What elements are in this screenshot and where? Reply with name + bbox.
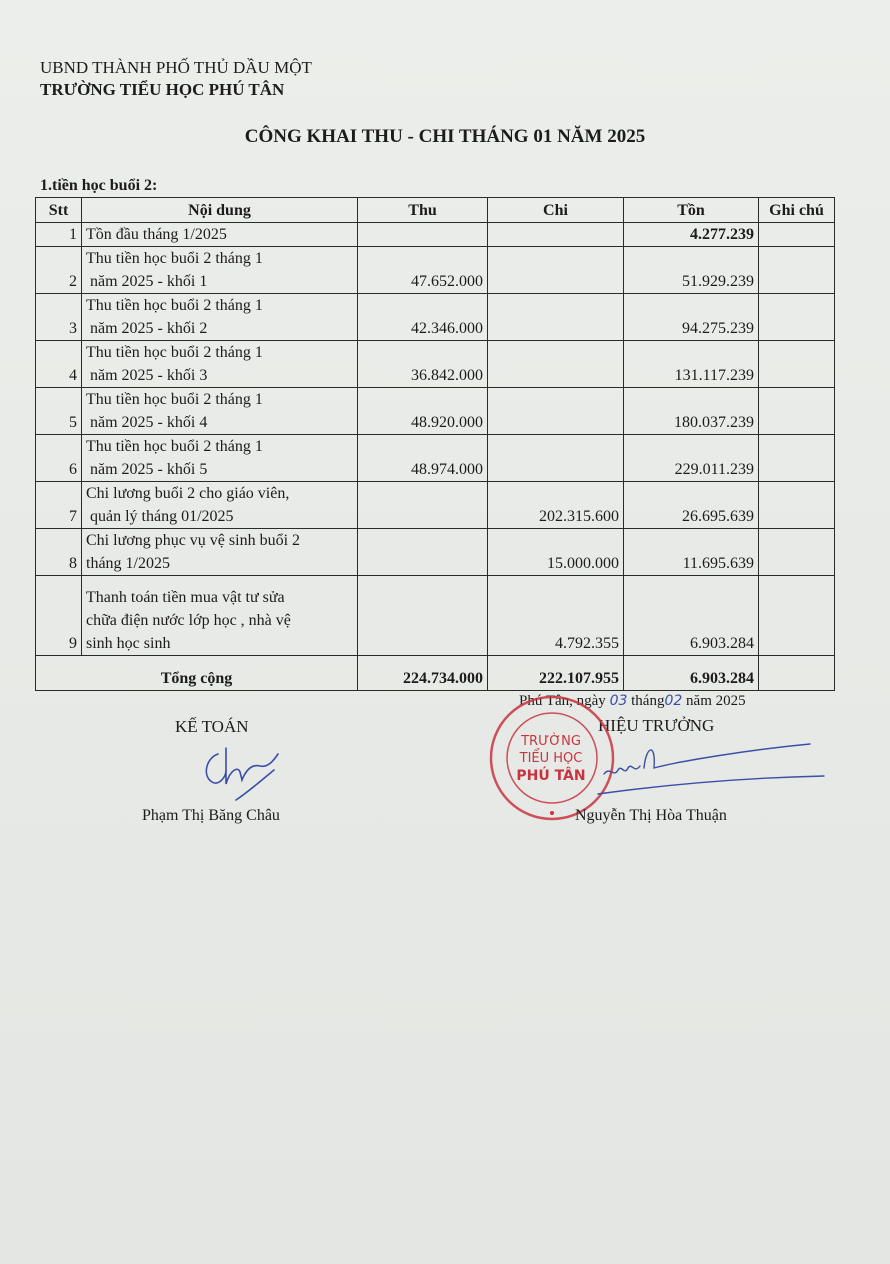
row-note bbox=[759, 341, 835, 388]
row-thu bbox=[358, 576, 488, 656]
row-ton: 11.695.639 bbox=[624, 529, 759, 576]
row-ton: 26.695.639 bbox=[624, 482, 759, 529]
row-note bbox=[759, 576, 835, 656]
row-content-line: quản lý tháng 01/2025 bbox=[86, 508, 234, 525]
date-year: năm 2025 bbox=[686, 693, 746, 709]
table-row bbox=[36, 294, 835, 341]
total-row bbox=[36, 656, 835, 691]
row-thu bbox=[358, 223, 488, 247]
row-thu: 36.842.000 bbox=[358, 341, 488, 388]
row-content bbox=[82, 388, 358, 435]
row-stt: 9 bbox=[36, 576, 82, 656]
row-chi bbox=[488, 435, 624, 482]
row-note bbox=[759, 482, 835, 529]
row-stt: 4 bbox=[36, 341, 82, 388]
row-thu bbox=[358, 482, 488, 529]
principal-role: HIỆU TRƯỞNG bbox=[598, 716, 715, 735]
stamp-line-1: TRƯỜNG bbox=[521, 734, 581, 749]
row-thu: 48.920.000 bbox=[358, 388, 488, 435]
column-header-note: Ghi chú bbox=[759, 198, 835, 223]
column-header-thu: Thu bbox=[358, 198, 488, 223]
row-content bbox=[82, 341, 358, 388]
row-chi bbox=[488, 341, 624, 388]
row-content-line: năm 2025 - khối 5 bbox=[86, 461, 208, 478]
table-row bbox=[36, 576, 835, 656]
row-content-line: năm 2025 - khối 2 bbox=[86, 320, 208, 337]
row-stt: 8 bbox=[36, 529, 82, 576]
ledger-body bbox=[36, 223, 835, 656]
row-ton: 180.037.239 bbox=[624, 388, 759, 435]
row-chi bbox=[488, 388, 624, 435]
row-ton: 51.929.239 bbox=[624, 247, 759, 294]
org-line-2: TRƯỜNG TIỂU HỌC PHÚ TÂN bbox=[40, 80, 285, 99]
row-content bbox=[82, 529, 358, 576]
row-ton: 131.117.239 bbox=[624, 341, 759, 388]
row-ton: 94.275.239 bbox=[624, 294, 759, 341]
row-content bbox=[82, 247, 358, 294]
row-thu: 47.652.000 bbox=[358, 247, 488, 294]
total-chi: 222.107.955 bbox=[488, 656, 624, 691]
row-content-line: năm 2025 - khối 3 bbox=[86, 367, 208, 384]
row-ton: 4.277.239 bbox=[624, 223, 759, 247]
row-chi: 4.792.355 bbox=[488, 576, 624, 656]
accountant-signature bbox=[196, 740, 286, 806]
row-content-line: Chi lương buổi 2 cho giáo viên, bbox=[86, 485, 290, 502]
column-header-ton: Tồn bbox=[624, 198, 759, 223]
table-row bbox=[36, 435, 835, 482]
table-row bbox=[36, 341, 835, 388]
row-content-line: Chi lương phục vụ vệ sinh buổi 2 bbox=[86, 532, 301, 549]
row-content-line: chữa điện nước lớp học , nhà vệ bbox=[86, 612, 291, 629]
row-thu: 42.346.000 bbox=[358, 294, 488, 341]
principal-name: Nguyễn Thị Hòa Thuận bbox=[575, 807, 727, 824]
row-content-line: năm 2025 - khối 1 bbox=[86, 273, 208, 290]
row-content-line: Thu tiền học buổi 2 tháng 1 bbox=[86, 438, 263, 455]
accountant-name: Phạm Thị Băng Châu bbox=[142, 807, 280, 824]
row-stt: 7 bbox=[36, 482, 82, 529]
row-chi: 202.315.600 bbox=[488, 482, 624, 529]
row-note bbox=[759, 247, 835, 294]
row-content-line: sinh học sinh bbox=[86, 635, 171, 652]
total-note bbox=[759, 656, 835, 691]
row-chi: 15.000.000 bbox=[488, 529, 624, 576]
row-content-line: Thu tiền học buổi 2 tháng 1 bbox=[86, 250, 263, 267]
total-ton: 6.903.284 bbox=[624, 656, 759, 691]
total-thu: 224.734.000 bbox=[358, 656, 488, 691]
row-note bbox=[759, 435, 835, 482]
row-ton: 6.903.284 bbox=[624, 576, 759, 656]
row-content-line: Thu tiền học buổi 2 tháng 1 bbox=[86, 297, 263, 314]
row-note bbox=[759, 294, 835, 341]
row-stt: 1 bbox=[36, 223, 82, 247]
row-stt: 2 bbox=[36, 247, 82, 294]
row-note bbox=[759, 223, 835, 247]
row-ton: 229.011.239 bbox=[624, 435, 759, 482]
column-header-content: Nội dung bbox=[82, 198, 358, 223]
section-title: 1.tiền học buổi 2: bbox=[40, 177, 158, 194]
row-stt: 6 bbox=[36, 435, 82, 482]
table-row bbox=[36, 388, 835, 435]
row-thu: 48.974.000 bbox=[358, 435, 488, 482]
row-thu bbox=[358, 529, 488, 576]
row-content-line: Thanh toán tiền mua vật tư sửa bbox=[86, 589, 285, 606]
row-content bbox=[82, 576, 358, 656]
row-chi bbox=[488, 247, 624, 294]
row-content-line: Tồn đầu tháng 1/2025 bbox=[86, 226, 227, 243]
document-title: CÔNG KHAI THU - CHI THÁNG 01 NĂM 2025 bbox=[244, 126, 646, 147]
row-content bbox=[82, 223, 358, 247]
row-content bbox=[82, 482, 358, 529]
column-header-stt: Stt bbox=[36, 198, 82, 223]
org-line-1: UBND THÀNH PHỐ THỦ DẦU MỘT bbox=[40, 58, 312, 77]
ledger-table bbox=[35, 197, 835, 691]
table-header-row bbox=[36, 198, 835, 223]
table-row bbox=[36, 482, 835, 529]
table-row bbox=[36, 529, 835, 576]
row-chi bbox=[488, 223, 624, 247]
principal-signature bbox=[596, 738, 826, 808]
row-content-line: năm 2025 - khối 4 bbox=[86, 414, 208, 431]
date-day: 03 bbox=[609, 693, 628, 709]
row-note bbox=[759, 529, 835, 576]
date-prefix: Phú Tân, ngày bbox=[519, 693, 606, 709]
date-month: 02 bbox=[664, 693, 683, 709]
row-content-line: Thu tiền học buổi 2 tháng 1 bbox=[86, 391, 263, 408]
row-content-line: tháng 1/2025 bbox=[86, 555, 170, 572]
date-month-label: tháng bbox=[631, 693, 665, 709]
stamp-line-3: PHÚ TÂN bbox=[516, 768, 586, 784]
row-content bbox=[82, 435, 358, 482]
total-label: Tổng cộng bbox=[36, 656, 358, 691]
accountant-role: KẾ TOÁN bbox=[175, 717, 249, 736]
stamp-line-2: TIỂU HỌC bbox=[519, 751, 583, 766]
row-content bbox=[82, 294, 358, 341]
column-header-chi: Chi bbox=[488, 198, 624, 223]
row-chi bbox=[488, 294, 624, 341]
table-row bbox=[36, 247, 835, 294]
table-row bbox=[36, 223, 835, 247]
row-content-line: Thu tiền học buổi 2 tháng 1 bbox=[86, 344, 263, 361]
row-stt: 5 bbox=[36, 388, 82, 435]
row-stt: 3 bbox=[36, 294, 82, 341]
row-note bbox=[759, 388, 835, 435]
